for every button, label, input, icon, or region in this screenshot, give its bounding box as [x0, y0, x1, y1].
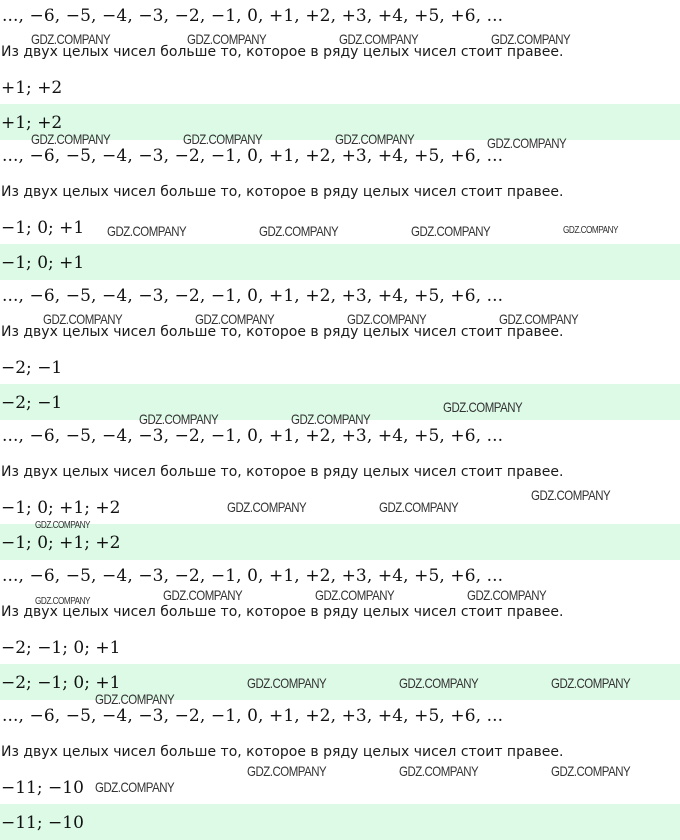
watermark: GDZ.COMPANY	[339, 31, 419, 47]
watermark: GDZ.COMPANY	[335, 131, 415, 147]
watermark: GDZ.COMPANY	[107, 223, 187, 239]
comparison-rule: Из двух целых чисел больше то, которое в ряду целых чисел стоит правее.	[1, 44, 564, 60]
comparison-rule: Из двух целых чисел больше то, которое в ряду целых чисел стоит правее.	[1, 604, 564, 620]
watermark: GDZ.COMPANY	[31, 131, 111, 147]
watermark: GDZ.COMPANY	[551, 763, 631, 779]
watermark: GDZ.COMPANY	[563, 225, 619, 236]
watermark: GDZ.COMPANY	[531, 487, 611, 503]
result-text: −1; 0; +1; +2	[1, 533, 121, 553]
watermark: GDZ.COMPANY	[443, 399, 523, 415]
answer-line: −2; −1	[1, 358, 63, 378]
watermark: GDZ.COMPANY	[195, 311, 275, 327]
answer-line: +1; +2	[1, 78, 63, 98]
answer-line: −1; 0; +1; +2	[1, 498, 121, 518]
result-text: +1; +2	[1, 113, 63, 133]
watermark: GDZ.COMPANY	[491, 31, 571, 47]
watermark: GDZ.COMPANY	[95, 779, 175, 795]
watermark: GDZ.COMPANY	[399, 675, 479, 691]
watermark: GDZ.COMPANY	[399, 763, 479, 779]
integer-series: ..., −6, −5, −4, −3, −2, −1, 0, +1, +2, +3, +4, +5, +6, ...	[2, 566, 504, 586]
watermark: GDZ.COMPANY	[347, 311, 427, 327]
comparison-rule: Из двух целых чисел больше то, которое в ряду целых чисел стоит правее.	[1, 324, 564, 340]
watermark: GDZ.COMPANY	[163, 587, 243, 603]
result-text: −11; −10	[1, 813, 84, 833]
watermark: GDZ.COMPANY	[95, 691, 175, 707]
result-highlight	[0, 524, 680, 560]
watermark: GDZ.COMPANY	[183, 131, 263, 147]
watermark: GDZ.COMPANY	[139, 411, 219, 427]
watermark: GDZ.COMPANY	[227, 499, 307, 515]
exercise-block-2	[0, 140, 680, 280]
watermark: GDZ.COMPANY	[247, 763, 327, 779]
integer-series: ..., −6, −5, −4, −3, −2, −1, 0, +1, +2, +3, +4, +5, +6, ...	[2, 146, 504, 166]
watermark: GDZ.COMPANY	[499, 311, 579, 327]
watermark: GDZ.COMPANY	[379, 499, 459, 515]
comparison-rule: Из двух целых чисел больше то, которое в ряду целых чисел стоит правее.	[1, 184, 564, 200]
comparison-rule: Из двух целых чисел больше то, которое в ряду целых чисел стоит правее.	[1, 744, 564, 760]
watermark: GDZ.COMPANY	[35, 520, 91, 531]
exercise-block-3	[0, 280, 680, 420]
watermark: GDZ.COMPANY	[43, 311, 123, 327]
result-text: −2; −1; 0; +1	[1, 673, 121, 693]
comparison-rule: Из двух целых чисел больше то, которое в ряду целых чисел стоит правее.	[1, 464, 564, 480]
result-text: −1; 0; +1	[1, 253, 85, 273]
exercise-block-1	[0, 0, 680, 140]
integer-series: ..., −6, −5, −4, −3, −2, −1, 0, +1, +2, +3, +4, +5, +6, ...	[2, 286, 504, 306]
watermark: GDZ.COMPANY	[247, 675, 327, 691]
watermark: GDZ.COMPANY	[35, 596, 91, 607]
watermark: GDZ.COMPANY	[259, 223, 339, 239]
watermark: GDZ.COMPANY	[291, 411, 371, 427]
answer-line: −2; −1; 0; +1	[1, 638, 121, 658]
integer-series: ..., −6, −5, −4, −3, −2, −1, 0, +1, +2, +3, +4, +5, +6, ...	[2, 706, 504, 726]
result-text: −2; −1	[1, 393, 63, 413]
integer-series: ..., −6, −5, −4, −3, −2, −1, 0, +1, +2, +3, +4, +5, +6, ...	[2, 6, 504, 26]
result-highlight	[0, 804, 680, 840]
watermark: GDZ.COMPANY	[551, 675, 631, 691]
watermark: GDZ.COMPANY	[187, 31, 267, 47]
integer-series: ..., −6, −5, −4, −3, −2, −1, 0, +1, +2, +3, +4, +5, +6, ...	[2, 426, 504, 446]
answer-line: −1; 0; +1	[1, 218, 85, 238]
watermark: GDZ.COMPANY	[411, 223, 491, 239]
watermark: GDZ.COMPANY	[315, 587, 395, 603]
watermark: GDZ.COMPANY	[467, 587, 547, 603]
watermark: GDZ.COMPANY	[487, 135, 567, 151]
answer-line: −11; −10	[1, 778, 84, 798]
watermark: GDZ.COMPANY	[31, 31, 111, 47]
result-highlight	[0, 244, 680, 280]
